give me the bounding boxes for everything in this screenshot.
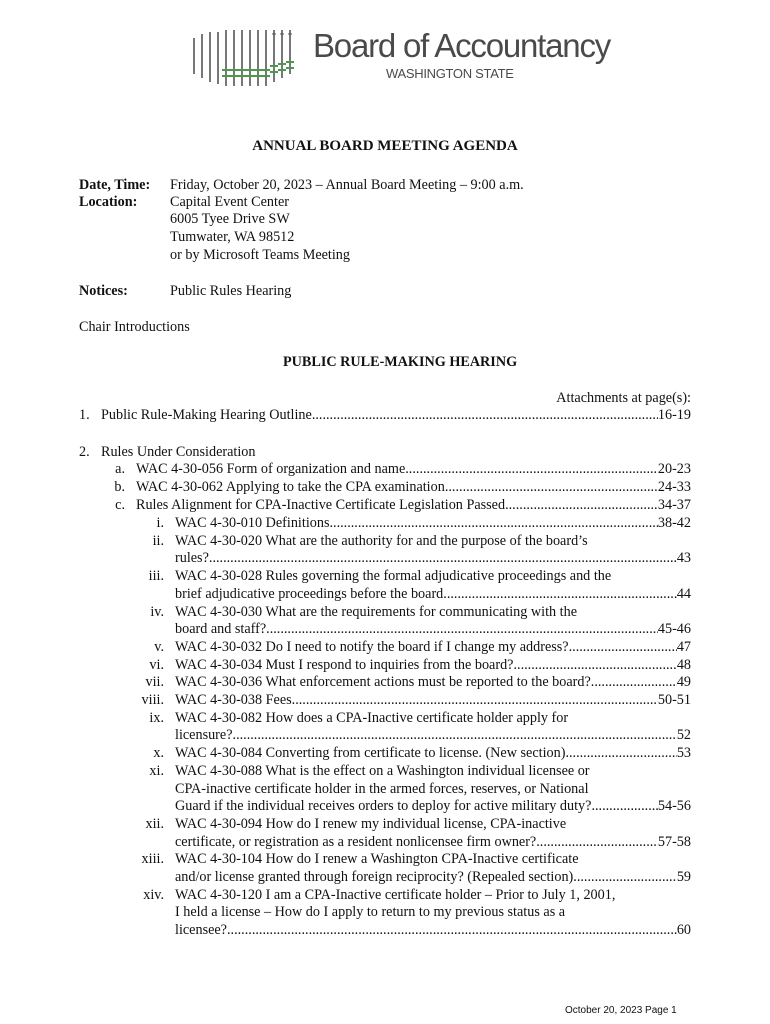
location-label: Location: bbox=[79, 194, 138, 210]
dot-leader bbox=[329, 514, 657, 532]
rule-number: vi. bbox=[149, 656, 164, 673]
toc-entry-pages: 57-58 bbox=[657, 833, 691, 850]
date-label: Date, Time: bbox=[79, 177, 151, 193]
toc-entry-pages: 34-37 bbox=[657, 497, 691, 513]
toc-entry bbox=[175, 514, 691, 532]
toc-entry-text: WAC 4-30-036 What enforcement actions must be reported to the board? bbox=[175, 674, 591, 691]
toc-entry-text: WAC 4-30-062 Applying to take the CPA examination. bbox=[136, 479, 449, 495]
org-state: WASHINGTON STATE bbox=[386, 66, 514, 81]
toc-entry bbox=[175, 921, 691, 939]
toc-entry-pages: 16-19 bbox=[657, 407, 691, 423]
dot-leader bbox=[591, 797, 657, 815]
toc-entry-pages: 24-33 bbox=[657, 479, 691, 495]
location-line: Tumwater, WA 98512 bbox=[170, 229, 295, 245]
org-name: Board of Accountancy bbox=[313, 27, 611, 64]
toc-entry-text: licensee? bbox=[175, 922, 227, 939]
location-line: or by Microsoft Teams Meeting bbox=[170, 247, 350, 263]
dot-leader bbox=[448, 478, 658, 496]
attachments-label: Attachments at page(s): bbox=[556, 390, 691, 406]
rule-number: ii. bbox=[152, 532, 164, 549]
rule-text-line: WAC 4-30-120 I am a CPA-Inactive certificate holder – Prior to July 1, 2001, bbox=[175, 886, 616, 903]
rule-number: ix. bbox=[149, 709, 164, 726]
toc-entry-text: Public Rule-Making Hearing Outline bbox=[101, 407, 312, 423]
dot-leader bbox=[569, 638, 677, 656]
dot-leader bbox=[591, 673, 677, 691]
subitem-letter: c. bbox=[115, 497, 125, 513]
section-heading: PUBLIC RULE-MAKING HEARING bbox=[283, 354, 518, 370]
subitem-letter: a. bbox=[115, 461, 125, 477]
toc-entry-text: WAC 4-30-010 Definitions bbox=[175, 515, 330, 531]
toc-entry-text: brief adjudicative proceedings before the board. bbox=[175, 585, 447, 602]
subitem-letter: b. bbox=[114, 479, 125, 495]
dot-leader bbox=[573, 868, 677, 886]
dot-leader bbox=[447, 585, 677, 603]
date-value: Friday, October 20, 2023 – Annual Board Meeting – 9:00 a.m. bbox=[170, 177, 524, 193]
rule-text-line: WAC 4-30-094 How do I renew my individual license, CPA-inactive bbox=[175, 815, 567, 832]
item-number: 1. bbox=[79, 407, 90, 423]
dot-leader bbox=[227, 921, 677, 939]
toc-entry bbox=[175, 797, 691, 815]
toc-entry-pages: 48 bbox=[676, 656, 691, 673]
dot-leader bbox=[312, 406, 658, 424]
toc-entry-pages: 53 bbox=[676, 745, 691, 762]
toc-entry bbox=[175, 673, 691, 691]
rule-number: v. bbox=[154, 638, 164, 655]
toc-entry-pages: 49 bbox=[676, 674, 691, 691]
item-number: 2. bbox=[79, 444, 90, 460]
abacus-logo-icon bbox=[188, 26, 308, 96]
toc-entry bbox=[175, 585, 691, 603]
dot-leader bbox=[292, 691, 658, 709]
toc-entry bbox=[175, 833, 691, 851]
location-line: Capital Event Center bbox=[170, 194, 289, 210]
dot-leader bbox=[565, 744, 676, 762]
rule-text-line: WAC 4-30-030 What are the requirements for communicating with the bbox=[175, 603, 577, 620]
rule-text-line: WAC 4-30-088 What is the effect on a Washington individual licensee or bbox=[175, 762, 590, 779]
toc-entry-text: WAC 4-30-032 Do I need to notify the board if I change my address? bbox=[175, 638, 569, 655]
toc-entry bbox=[175, 868, 691, 886]
toc-entry-pages: 54-56 bbox=[657, 798, 691, 815]
dot-leader bbox=[209, 549, 677, 567]
toc-entry bbox=[175, 691, 691, 709]
toc-entry-pages: 59 bbox=[676, 869, 691, 885]
toc-entry-text: Rules Alignment for CPA-Inactive Certificate Legislation Passed bbox=[136, 497, 506, 513]
toc-entry-pages: 52 bbox=[676, 727, 691, 744]
toc-entry bbox=[136, 478, 691, 496]
toc-entry bbox=[101, 406, 691, 424]
dot-leader bbox=[536, 833, 658, 851]
toc-entry bbox=[136, 496, 691, 514]
rule-number: vii. bbox=[145, 674, 164, 691]
toc-entry-text: WAC 4-30-056 Form of organization and name. bbox=[136, 461, 409, 477]
rule-text-line: WAC 4-30-020 What are the authority for and the purpose of the board’s bbox=[175, 532, 588, 549]
toc-entry bbox=[136, 460, 691, 478]
dot-leader bbox=[266, 620, 658, 638]
page-footer: October 20, 2023 Page 1 bbox=[565, 1005, 677, 1016]
toc-entry-text: licensure? bbox=[175, 727, 233, 744]
toc-entry-text: WAC 4-30-084 Converting from certificate to license. (New section) bbox=[175, 745, 566, 762]
item-text: Rules Under Consideration bbox=[101, 444, 256, 460]
notices-value: Public Rules Hearing bbox=[170, 283, 292, 299]
rule-number: iv. bbox=[150, 603, 164, 620]
toc-entry-pages: 60 bbox=[676, 922, 691, 939]
dot-leader bbox=[505, 496, 658, 514]
toc-entry-pages: 47 bbox=[676, 638, 691, 655]
rule-number: i. bbox=[156, 515, 164, 531]
toc-entry bbox=[175, 620, 691, 638]
toc-entry bbox=[175, 744, 691, 762]
toc-entry-pages: 38-42 bbox=[657, 515, 691, 531]
notices-label: Notices: bbox=[79, 283, 128, 299]
toc-entry-text: and/or license granted through foreign reciprocity? (Repealed section) bbox=[175, 869, 574, 885]
toc-entry bbox=[175, 656, 691, 674]
rule-text-line: CPA-inactive certificate holder in the armed forces, reserves, or National bbox=[175, 780, 589, 797]
toc-entry-text: rules? bbox=[175, 550, 209, 567]
toc-entry-pages: 45-46 bbox=[657, 621, 691, 638]
rule-text-line: WAC 4-30-082 How does a CPA-Inactive certificate holder apply for bbox=[175, 709, 569, 726]
rule-number: xiii. bbox=[141, 851, 164, 868]
chair-introductions: Chair Introductions bbox=[79, 319, 190, 335]
page-title: ANNUAL BOARD MEETING AGENDA bbox=[252, 138, 518, 154]
toc-entry-text: board and staff? bbox=[175, 621, 267, 638]
toc-entry bbox=[175, 726, 691, 744]
dot-leader bbox=[513, 656, 676, 674]
rule-text-line: WAC 4-30-028 Rules governing the formal adjudicative proceedings and the bbox=[175, 568, 612, 585]
toc-entry-text: certificate, or registration as a resident nonlicensee firm owner? bbox=[175, 833, 537, 850]
rule-number: x. bbox=[153, 745, 164, 762]
location-line: 6005 Tyee Drive SW bbox=[170, 211, 290, 227]
toc-entry-text: WAC 4-30-038 Fees bbox=[175, 692, 292, 708]
toc-entry-text: Guard if the individual receives orders to deploy for active military duty? bbox=[175, 798, 592, 815]
toc-entry-pages: 20-23 bbox=[657, 461, 691, 477]
toc-entry-text: WAC 4-30-034 Must I respond to inquiries from the board? bbox=[175, 656, 514, 673]
rule-number: viii. bbox=[141, 692, 164, 708]
rule-number: xiv. bbox=[143, 886, 164, 903]
toc-entry bbox=[175, 549, 691, 567]
toc-entry-pages: 50-51 bbox=[657, 692, 691, 708]
rule-number: iii. bbox=[148, 568, 164, 585]
dot-leader bbox=[233, 726, 677, 744]
dot-leader bbox=[409, 460, 658, 478]
rule-text-line: I held a license – How do I apply to return to my previous status as a bbox=[175, 904, 566, 921]
rule-text-line: WAC 4-30-104 How do I renew a Washington CPA-Inactive certificate bbox=[175, 851, 579, 868]
rule-number: xii. bbox=[145, 815, 164, 832]
rule-number: xi. bbox=[149, 762, 164, 779]
toc-entry-pages: 43 bbox=[676, 550, 691, 567]
toc-entry-pages: 44 bbox=[676, 585, 691, 602]
toc-entry bbox=[175, 638, 691, 656]
